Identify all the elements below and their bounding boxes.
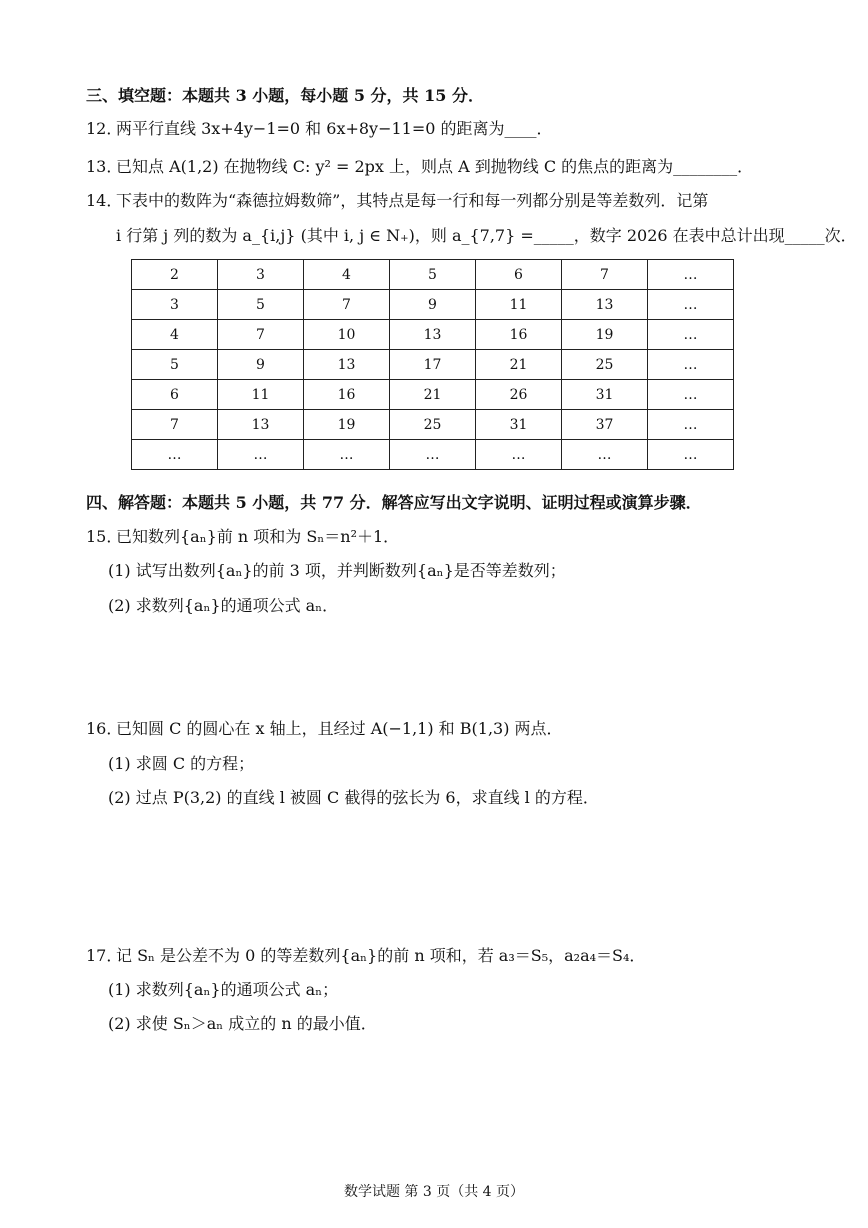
table-cell: …: [390, 440, 476, 470]
table-cell: 13: [390, 320, 476, 350]
question-13: [86, 155, 753, 179]
table-cell: 5: [132, 350, 218, 380]
table-row: [132, 380, 734, 410]
question-16-part-1: (1) 求圆 C 的方程；: [108, 754, 255, 773]
question-15: [86, 525, 399, 549]
table-cell: 6: [476, 260, 562, 290]
question-text: 已知数列{aₙ}前 n 项和为 Sₙ＝n²＋1．: [116, 527, 400, 546]
question-text: 已知圆 C 的圆心在 x 轴上，且经过 A(−1,1) 和 B(1,3) 两点．: [116, 719, 563, 738]
question-number: 12．: [86, 119, 123, 138]
table-cell: …: [648, 380, 734, 410]
table-cell: …: [648, 320, 734, 350]
table-cell: 31: [562, 380, 648, 410]
question-text: 记 Sₙ 是公差不为 0 的等差数列{aₙ}的前 n 项和，若 a₃＝S₅，a₂a₄＝S₄．: [116, 946, 646, 965]
table-cell: 31: [476, 410, 562, 440]
question-text: 两平行直线 3x+4y−1=0 和 6x+8y−11=0 的距离为____．: [116, 119, 553, 138]
table-row: [132, 290, 734, 320]
question-text: 下表中的数阵为“森德拉姆数筛”，其特点是每一行和每一列都分别是等差数列．记第: [116, 191, 709, 210]
table-cell: 4: [304, 260, 390, 290]
question-15-part-2: (2) 求数列{aₙ}的通项公式 aₙ．: [108, 596, 339, 615]
table-row: [132, 350, 734, 380]
table-cell: 9: [390, 290, 476, 320]
table-cell: …: [304, 440, 390, 470]
table-cell: 6: [132, 380, 218, 410]
question-number: 15．: [86, 527, 123, 546]
table-cell: …: [132, 440, 218, 470]
table-cell: …: [476, 440, 562, 470]
table-row: [132, 440, 734, 470]
table-cell: 21: [390, 380, 476, 410]
table-cell: …: [562, 440, 648, 470]
sundaram-sieve-table: [131, 259, 734, 470]
table-cell: …: [648, 350, 734, 380]
table-cell: 2: [132, 260, 218, 290]
question-number: 17．: [86, 946, 123, 965]
table-cell: 5: [390, 260, 476, 290]
question-number: 13．: [86, 157, 123, 176]
table-cell: 13: [562, 290, 648, 320]
table-cell: 3: [132, 290, 218, 320]
table-cell: …: [648, 440, 734, 470]
table-cell: 16: [304, 380, 390, 410]
table-row: [132, 320, 734, 350]
question-14-line2: i 行第 j 列的数为 a_{i,j} (其中 i, j ∈ N₊)，则 a_{7,7} =_____，数字 2026 在表中总计出现_____次．: [116, 226, 857, 245]
question-17-part-2: (2) 求使 Sₙ＞aₙ 成立的 n 的最小值．: [108, 1014, 377, 1033]
table-cell: 4: [132, 320, 218, 350]
table-row: [132, 260, 734, 290]
table-cell: …: [218, 440, 304, 470]
section-3-heading: 三、填空题：本题共 3 小题，每小题 5 分，共 15 分．: [86, 86, 484, 105]
table-cell: 25: [390, 410, 476, 440]
table-cell: 7: [304, 290, 390, 320]
table-cell: 17: [390, 350, 476, 380]
table-cell: 3: [218, 260, 304, 290]
table-cell: 7: [562, 260, 648, 290]
question-number: 16．: [86, 719, 123, 738]
question-text: 已知点 A(1,2) 在抛物线 C: y² = 2px 上，则点 A 到抛物线 C 的焦点的距离为________．: [116, 157, 754, 176]
table-cell: 7: [132, 410, 218, 440]
table-cell: 13: [304, 350, 390, 380]
table-cell: 13: [218, 410, 304, 440]
table-cell: …: [648, 290, 734, 320]
table-cell: 21: [476, 350, 562, 380]
table-cell: 10: [304, 320, 390, 350]
section-4-heading: 四、解答题：本题共 5 小题，共 77 分．解答应写出文字说明、证明过程或演算步骤．: [86, 493, 702, 512]
table-cell: 19: [562, 320, 648, 350]
table-cell: 9: [218, 350, 304, 380]
table-row: [132, 410, 734, 440]
table-cell: 5: [218, 290, 304, 320]
page-footer: 数学试题 第 3 页（共 4 页）: [343, 1184, 525, 1200]
question-17: [86, 944, 645, 968]
table-cell: …: [648, 410, 734, 440]
table-cell: 37: [562, 410, 648, 440]
table-cell: 25: [562, 350, 648, 380]
table-cell: 7: [218, 320, 304, 350]
table-cell: 11: [476, 290, 562, 320]
table-cell: 19: [304, 410, 390, 440]
question-16-part-2: (2) 过点 P(3,2) 的直线 l 被圆 C 截得的弦长为 6，求直线 l 的方程．: [108, 788, 599, 807]
table-cell: 11: [218, 380, 304, 410]
question-number: 14．: [86, 191, 123, 210]
table-cell: 16: [476, 320, 562, 350]
question-12: [86, 117, 553, 141]
question-16: [86, 717, 563, 741]
table-cell: 26: [476, 380, 562, 410]
question-15-part-1: (1) 试写出数列{aₙ}的前 3 项，并判断数列{aₙ}是否等差数列；: [108, 561, 566, 580]
table-cell: …: [648, 260, 734, 290]
question-14: [86, 189, 708, 213]
question-17-part-1: (1) 求数列{aₙ}的通项公式 aₙ；: [108, 980, 339, 999]
